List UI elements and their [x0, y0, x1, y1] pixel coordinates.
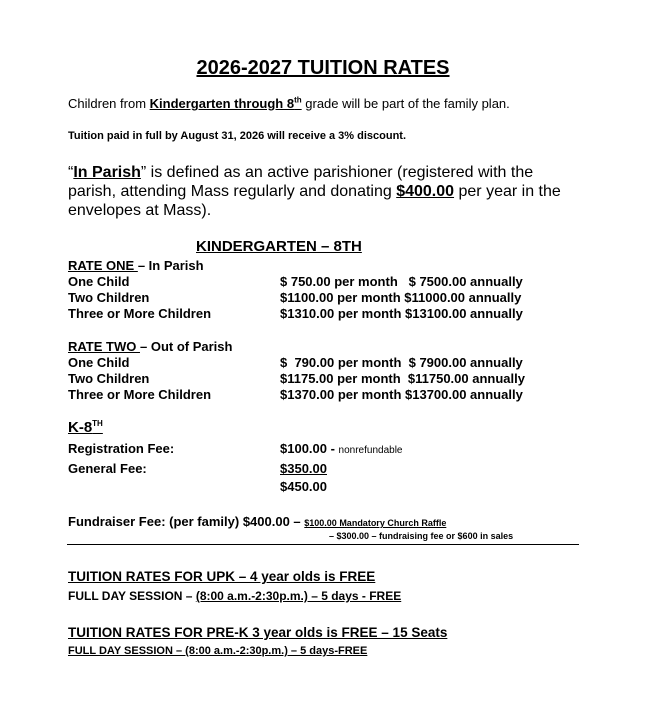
rate-one-row-name: Three or More Children	[68, 306, 212, 321]
parish-donation-amount: $400.00	[396, 183, 455, 200]
fees-heading-text: K-8	[68, 419, 93, 436]
k8-heading: KINDERGARTEN – 8TH	[196, 238, 362, 255]
fundraiser-fee	[68, 514, 446, 529]
fundraiser-fee-note2: – $300.00 – fundraising fee or $600 in sales	[329, 531, 514, 541]
rate-two-desc: – Out of Parish	[139, 339, 233, 354]
registration-fee-value	[280, 441, 403, 456]
registration-fee-label: Registration Fee:	[68, 441, 175, 456]
fundraiser-fee-label: Fundraiser Fee: (per family) $400.00 –	[68, 514, 305, 529]
rate-two-heading	[68, 339, 232, 354]
general-fee-label: General Fee:	[68, 461, 147, 476]
open-quote: “	[68, 164, 74, 181]
section-divider	[67, 544, 579, 545]
upk-session-prefix: FULL DAY SESSION –	[68, 589, 196, 603]
family-plan-suffix: grade will be part of the family plan.	[301, 96, 510, 111]
fees-heading	[68, 419, 103, 436]
rate-one-row-rates: $1100.00 per month $11000.00 annually	[280, 290, 522, 305]
family-plan-sup: th	[294, 95, 302, 105]
prek-session: FULL DAY SESSION – (8:00 a.m.-2:30p.m.) – 5 days-FREE	[68, 645, 368, 657]
registration-fee-note: nonrefundable	[338, 445, 403, 456]
upk-session-detail: (8:00 a.m.-2:30p.m.) – 5 days - FREE	[195, 589, 402, 603]
family-plan-emphasis	[150, 96, 302, 111]
rate-two-row-rates: $1175.00 per month $11750.00 annually	[280, 371, 525, 386]
parish-def-line1	[68, 163, 561, 182]
rate-one-row-name: Two Children	[68, 290, 150, 305]
prek-heading: TUITION RATES FOR PRE-K 3 year olds is FREE – 15 Seats	[68, 625, 448, 640]
parish-def-line2-a: parish, attending Mass regularly and donating	[68, 183, 397, 200]
parish-def-line3: envelopes at Mass).	[68, 202, 212, 219]
rate-two-row-name: One Child	[68, 355, 130, 370]
parish-def-line2-b: per year in the	[454, 183, 561, 200]
fees-total-value: $450.00	[280, 479, 327, 494]
rate-two-row-rates: $ 790.00 per month $ 7900.00 annually	[280, 355, 523, 370]
rate-two-row-name: Three or More Children	[68, 387, 212, 402]
rate-one-desc: – In Parish	[137, 258, 204, 273]
rate-one-row-rates: $ 750.00 per month $ 7500.00 annually	[280, 274, 523, 289]
discount-note: Tuition paid in full by August 31, 2026 will receive a 3% discount.	[68, 130, 407, 142]
rate-two-label: RATE TWO	[68, 339, 140, 354]
upk-heading: TUITION RATES FOR UPK – 4 year olds is FREE	[68, 569, 376, 584]
rate-two-row-rates: $1370.00 per month $13700.00 annually	[280, 387, 523, 402]
upk-session	[68, 589, 401, 603]
parish-def-line1-rest: ” is defined as an active parishioner (registered with the	[140, 164, 534, 181]
family-plan-note	[68, 96, 510, 111]
general-fee-value: $350.00	[280, 461, 327, 476]
family-plan-prefix: Children from	[68, 96, 150, 111]
registration-fee-amount: $100.00 -	[280, 441, 339, 456]
rate-one-label: RATE ONE	[68, 258, 138, 273]
parish-def-line2	[68, 182, 561, 201]
fees-heading-sup: TH	[92, 419, 103, 428]
rate-one-row-rates: $1310.00 per month $13100.00 annually	[280, 306, 523, 321]
page-title: 2026-2027 TUITION RATES	[196, 57, 450, 79]
rate-one-heading	[68, 258, 204, 273]
family-plan-emph-text: Kindergarten through 8	[149, 96, 295, 111]
fundraiser-fee-note1: $100.00 Mandatory Church Raffle	[304, 518, 447, 528]
rate-one-row-name: One Child	[68, 274, 130, 289]
rate-two-row-name: Two Children	[68, 371, 150, 386]
in-parish-term: In Parish	[73, 164, 141, 181]
parish-definition	[68, 163, 561, 220]
